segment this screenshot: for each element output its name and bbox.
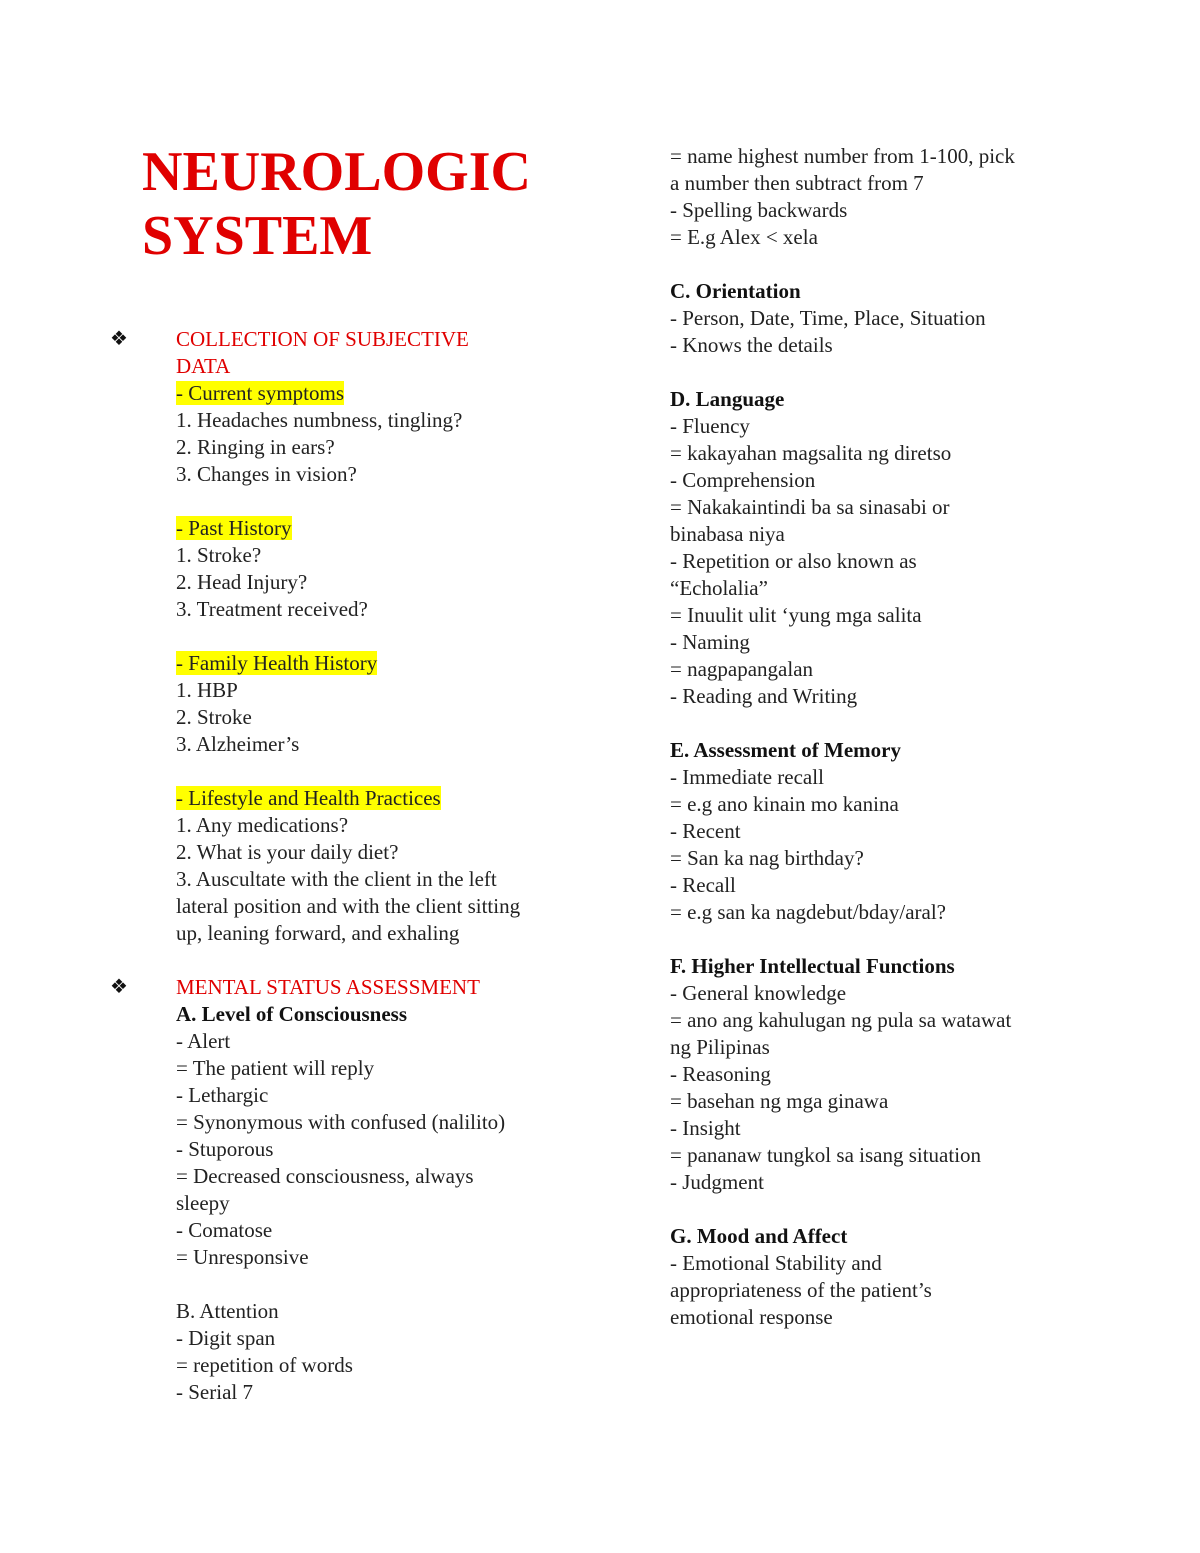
diamond-bullet-icon: ❖ [110,976,128,998]
list-item: 2. Stroke [176,705,252,729]
list-item: 2. Head Injury? [176,570,308,594]
list-item: - Digit span [176,1326,276,1350]
subsection-heading: B. Attention [176,1299,279,1323]
list-item: = pananaw tungkol sa isang situation [670,1143,982,1167]
title-line-1: NEUROLOGIC [142,141,531,203]
list-item: - Recent [670,819,741,843]
subheading-family-history: - Family Health History [176,651,378,675]
right-column [670,143,1110,1331]
page-title [142,140,531,268]
list-item: - Person, Date, Time, Place, Situation [670,306,986,330]
list-item: ng Pilipinas [670,1035,770,1059]
list-item: - Knows the details [670,333,833,357]
section-heading-cont: DATA [176,354,231,378]
list-item: 3. Treatment received? [176,597,368,621]
section-heading: MENTAL STATUS ASSESSMENT [176,975,480,999]
list-item: 3. Changes in vision? [176,462,357,486]
list-item: = Inuulit ulit ‘yung mga salita [670,603,922,627]
list-item: = San ka nag birthday? [670,846,864,870]
list-item: - Comprehension [670,468,816,492]
list-item: - Spelling backwards [670,198,848,222]
list-item: - Immediate recall [670,765,824,789]
list-item: “Echolalia” [670,576,768,600]
list-item: = kakayahan magsalita ng diretso [670,441,952,465]
list-item: = repetition of words [176,1353,353,1377]
list-item: = name highest number from 1-100, pick [670,144,1015,168]
subheading-lifestyle: - Lifestyle and Health Practices [176,786,441,810]
list-item: 2. What is your daily diet? [176,840,399,864]
title-line-2: SYSTEM [142,205,373,267]
list-item: = ano ang kahulugan ng pula sa watawat [670,1008,1012,1032]
list-item: 1. Stroke? [176,543,262,567]
subsection-heading: E. Assessment of Memory [670,738,901,762]
list-item: emotional response [670,1305,833,1329]
subheading-past-history: - Past History [176,516,292,540]
left-column [110,326,582,1406]
list-item: - Comatose [176,1218,273,1242]
list-item: appropriateness of the patient’s [670,1278,932,1302]
subsection-heading: F. Higher Intellectual Functions [670,954,955,978]
subsection-heading: C. Orientation [670,279,801,303]
list-item: = Nakakaintindi ba sa sinasabi or [670,495,950,519]
list-item: - Naming [670,630,750,654]
list-item: = e.g ano kinain mo kanina [670,792,899,816]
subheading-current-symptoms: - Current symptoms [176,381,344,405]
list-item: 1. HBP [176,678,238,702]
subjective-data-section [110,326,582,974]
list-item: 1. Headaches numbness, tingling? [176,408,463,432]
subsection-heading: G. Mood and Affect [670,1224,848,1248]
list-item: - Stuporous [176,1137,274,1161]
list-item: - Judgment [670,1170,764,1194]
list-item: 1. Any medications? [176,813,349,837]
list-item: = E.g Alex < xela [670,225,818,249]
list-item: - Serial 7 [176,1380,253,1404]
list-item: - Reasoning [670,1062,771,1086]
list-item: - Recall [670,873,736,897]
list-item: - General knowledge [670,981,847,1005]
diamond-bullet-icon: ❖ [110,328,128,350]
list-item: = Decreased consciousness, always [176,1164,474,1188]
list-item: - Fluency [670,414,750,438]
list-item: 2. Ringing in ears? [176,435,335,459]
section-heading: COLLECTION OF SUBJECTIVE [176,327,469,351]
list-item: = nagpapangalan [670,657,814,681]
list-item: lateral position and with the client sitting [176,894,521,918]
list-item: up, leaning forward, and exhaling [176,921,460,945]
list-item: - Reading and Writing [670,684,858,708]
subsection-heading: D. Language [670,387,785,411]
list-item: = The patient will reply [176,1056,375,1080]
list-item: = basehan ng mga ginawa [670,1089,889,1113]
list-item: a number then subtract from 7 [670,171,924,195]
subsection-heading: A. Level of Consciousness [176,1002,408,1026]
list-item: = Synonymous with confused (nalilito) [176,1110,506,1134]
list-item: sleepy [176,1191,230,1215]
list-item: 3. Auscultate with the client in the left [176,867,497,891]
list-item: = Unresponsive [176,1245,309,1269]
list-item: - Emotional Stability and [670,1251,882,1275]
list-item: - Repetition or also known as [670,549,917,573]
list-item: - Alert [176,1029,231,1053]
list-item: = e.g san ka nagdebut/bday/aral? [670,900,946,924]
mental-status-section [110,974,582,1406]
list-item: - Insight [670,1116,741,1140]
list-item: binabasa niya [670,522,785,546]
list-item: - Lethargic [176,1083,269,1107]
list-item: 3. Alzheimer’s [176,732,300,756]
